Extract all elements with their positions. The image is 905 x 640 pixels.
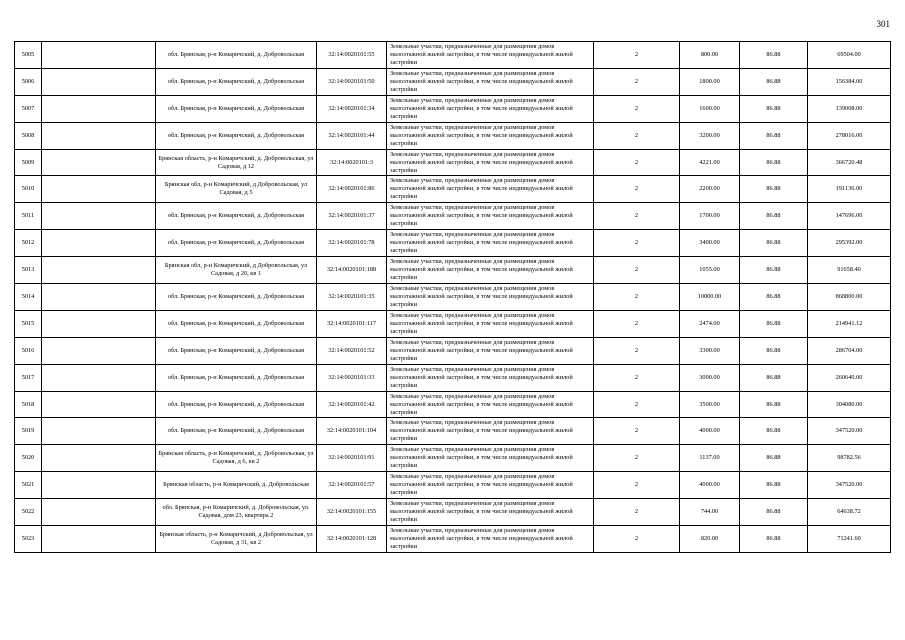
table-row [15, 526, 891, 553]
row-number-cell: 5011 [15, 203, 42, 230]
cadastral-value-cell: 304080.00 [808, 391, 891, 418]
table-row [15, 257, 891, 284]
cadastral-number-cell: 32:14:0020101:155 [317, 499, 387, 526]
empty-cell [42, 526, 156, 553]
specific-value-cell: 86.88 [740, 95, 808, 122]
table-row [15, 68, 891, 95]
address-cell: обл. Брянская, р-н Комаричский, д. Добровольская [156, 310, 317, 337]
table-row [15, 472, 891, 499]
area-cell: 4221.00 [680, 149, 740, 176]
cadastral-number-cell: 32:14:0020101:52 [317, 337, 387, 364]
area-cell: 3200.00 [680, 122, 740, 149]
empty-cell [42, 310, 156, 337]
specific-value-cell: 86.88 [740, 499, 808, 526]
address-cell: обл. Брянская, р-н Комаричский, д. Добровольская, ул. Садовая, дом 23, квартира 2 [156, 499, 317, 526]
area-cell: 820.00 [680, 526, 740, 553]
table-row [15, 391, 891, 418]
specific-value-cell: 86.88 [740, 310, 808, 337]
specific-value-cell: 86.88 [740, 68, 808, 95]
cadastral-number-cell: 32:14:0020101:50 [317, 68, 387, 95]
land-use-cell: Земельные участки, предназначенные для размещения домов малоэтажной жилой застройки, в том числе индивидуальной жилой застройки [387, 526, 594, 553]
cadastral-number-cell: 32:14:0020101:55 [317, 42, 387, 69]
area-cell: 1700.00 [680, 203, 740, 230]
specific-value-cell: 86.88 [740, 337, 808, 364]
cadastral-number-cell: 32:14:0020101:35 [317, 284, 387, 311]
address-cell: обл. Брянская, р-н Комаричский, д. Добровольская [156, 122, 317, 149]
address-cell: обл. Брянская, р-н Комаричский, д. Добровольская [156, 337, 317, 364]
table-row [15, 203, 891, 230]
address-cell: обл. Брянская, р-н Комаричский, д. Добровольская [156, 95, 317, 122]
group-code-cell: 2 [594, 68, 680, 95]
cadastral-value-cell: 139008.00 [808, 95, 891, 122]
area-cell: 3000.00 [680, 364, 740, 391]
group-code-cell: 2 [594, 176, 680, 203]
row-number-cell: 5012 [15, 230, 42, 257]
empty-cell [42, 230, 156, 257]
row-number-cell: 5015 [15, 310, 42, 337]
group-code-cell: 2 [594, 337, 680, 364]
group-code-cell: 2 [594, 526, 680, 553]
specific-value-cell: 86.88 [740, 230, 808, 257]
empty-cell [42, 418, 156, 445]
table-row [15, 284, 891, 311]
cadastral-value-cell: 295392.00 [808, 230, 891, 257]
land-use-cell: Земельные участки, предназначенные для размещения домов малоэтажной жилой застройки, в том числе индивидуальной жилой застройки [387, 418, 594, 445]
cadastral-value-cell: 64638.72 [808, 499, 891, 526]
land-use-cell: Земельные участки, предназначенные для размещения домов малоэтажной жилой застройки, в том числе индивидуальной жилой застройки [387, 445, 594, 472]
address-cell: Брянская область, р-н Комаричский, д Добровольская, ул Садовая, д 31, кв 2 [156, 526, 317, 553]
table-row [15, 337, 891, 364]
row-number-cell: 5019 [15, 418, 42, 445]
address-cell: обл. Брянская, р-н Комаричский, д. Добровольская [156, 203, 317, 230]
row-number-cell: 5013 [15, 257, 42, 284]
area-cell: 1800.00 [680, 68, 740, 95]
area-cell: 2474.00 [680, 310, 740, 337]
table-row [15, 364, 891, 391]
empty-cell [42, 68, 156, 95]
group-code-cell: 2 [594, 149, 680, 176]
empty-cell [42, 176, 156, 203]
cadastral-value-cell: 191136.00 [808, 176, 891, 203]
table-row [15, 122, 891, 149]
specific-value-cell: 86.88 [740, 445, 808, 472]
empty-cell [42, 445, 156, 472]
address-cell: обл. Брянская, р-н Комаричский, д. Добровольская [156, 364, 317, 391]
area-cell: 3500.00 [680, 391, 740, 418]
empty-cell [42, 203, 156, 230]
area-cell: 2200.00 [680, 176, 740, 203]
row-number-cell: 5010 [15, 176, 42, 203]
cadastral-number-cell: 32:14:0020101:86 [317, 176, 387, 203]
row-number-cell: 5005 [15, 42, 42, 69]
land-use-cell: Земельные участки, предназначенные для размещения домов малоэтажной жилой застройки, в том числе индивидуальной жилой застройки [387, 499, 594, 526]
cadastral-value-cell: 156384.00 [808, 68, 891, 95]
group-code-cell: 2 [594, 284, 680, 311]
empty-cell [42, 364, 156, 391]
table-row [15, 149, 891, 176]
land-use-cell: Земельные участки, предназначенные для размещения домов малоэтажной жилой застройки, в том числе индивидуальной жилой застройки [387, 42, 594, 69]
land-use-cell: Земельные участки, предназначенные для размещения домов малоэтажной жилой застройки, в том числе индивидуальной жилой застройки [387, 310, 594, 337]
empty-cell [42, 149, 156, 176]
address-cell: Брянская обл, р-н Комаричский, д Добровольская, ул Садовая, д 20, кв 1 [156, 257, 317, 284]
address-cell: обл. Брянская, р-н Комаричский, д. Добровольская [156, 230, 317, 257]
cadastral-number-cell: 32:14:0020101:117 [317, 310, 387, 337]
group-code-cell: 2 [594, 95, 680, 122]
address-cell: Брянская область, р-н Комаричский, д. Добровольская [156, 472, 317, 499]
land-use-cell: Земельные участки, предназначенные для размещения домов малоэтажной жилой застройки, в том числе индивидуальной жилой застройки [387, 337, 594, 364]
empty-cell [42, 257, 156, 284]
specific-value-cell: 86.88 [740, 284, 808, 311]
group-code-cell: 2 [594, 230, 680, 257]
group-code-cell: 2 [594, 257, 680, 284]
area-cell: 1137.00 [680, 445, 740, 472]
cadastral-number-cell: 32:14:0020101:128 [317, 526, 387, 553]
land-use-cell: Земельные участки, предназначенные для размещения домов малоэтажной жилой застройки, в том числе индивидуальной жилой застройки [387, 472, 594, 499]
area-cell: 1055.00 [680, 257, 740, 284]
row-number-cell: 5017 [15, 364, 42, 391]
page-number: 301 [876, 19, 890, 29]
land-use-cell: Земельные участки, предназначенные для размещения домов малоэтажной жилой застройки, в том числе индивидуальной жилой застройки [387, 149, 594, 176]
group-code-cell: 2 [594, 364, 680, 391]
area-cell: 10000.00 [680, 284, 740, 311]
row-number-cell: 5008 [15, 122, 42, 149]
row-number-cell: 5023 [15, 526, 42, 553]
specific-value-cell: 86.88 [740, 149, 808, 176]
land-use-cell: Земельные участки, предназначенные для размещения домов малоэтажной жилой застройки, в том числе индивидуальной жилой застройки [387, 203, 594, 230]
row-number-cell: 5014 [15, 284, 42, 311]
specific-value-cell: 86.88 [740, 176, 808, 203]
address-cell: Брянская область, р-н Комаричский, д. Добровольская, ул Садовая, д 12 [156, 149, 317, 176]
cadastral-number-cell: 32:14:0020101:37 [317, 203, 387, 230]
address-cell: обл. Брянская, р-н Комаричский, д. Добровольская [156, 391, 317, 418]
row-number-cell: 5021 [15, 472, 42, 499]
specific-value-cell: 86.88 [740, 42, 808, 69]
address-cell: Брянская область, р-н Комаричский, д. Добровольская, ул Садовая, д 6, кв 2 [156, 445, 317, 472]
area-cell: 3300.00 [680, 337, 740, 364]
land-use-cell: Земельные участки, предназначенные для размещения домов малоэтажной жилой застройки, в том числе индивидуальной жилой застройки [387, 122, 594, 149]
empty-cell [42, 337, 156, 364]
cadastral-number-cell: 32:14:0020101:91 [317, 445, 387, 472]
group-code-cell: 2 [594, 472, 680, 499]
table-body [15, 42, 891, 553]
empty-cell [42, 499, 156, 526]
land-use-cell: Земельные участки, предназначенные для размещения домов малоэтажной жилой застройки, в том числе индивидуальной жилой застройки [387, 95, 594, 122]
cadastral-number-cell: 32:14:0020101:33 [317, 364, 387, 391]
specific-value-cell: 86.88 [740, 391, 808, 418]
area-cell: 4000.00 [680, 418, 740, 445]
empty-cell [42, 391, 156, 418]
cadastral-value-cell: 260640.00 [808, 364, 891, 391]
address-cell: Брянская обл, р-н Комаричский, д Добровольская, ул Садовая, д 5 [156, 176, 317, 203]
address-cell: обл. Брянская, р-н Комаричский, д. Добровольская [156, 42, 317, 69]
land-use-cell: Земельные участки, предназначенные для размещения домов малоэтажной жилой застройки, в том числе индивидуальной жилой застройки [387, 68, 594, 95]
table-row [15, 310, 891, 337]
area-cell: 1600.00 [680, 95, 740, 122]
table-row [15, 418, 891, 445]
table-row [15, 445, 891, 472]
group-code-cell: 2 [594, 418, 680, 445]
empty-cell [42, 472, 156, 499]
cadastral-number-cell: 32:14:0020101:57 [317, 472, 387, 499]
row-number-cell: 5007 [15, 95, 42, 122]
table-row [15, 95, 891, 122]
cadastral-value-cell: 71241.60 [808, 526, 891, 553]
specific-value-cell: 86.88 [740, 472, 808, 499]
cadastral-value-cell: 868800.00 [808, 284, 891, 311]
group-code-cell: 2 [594, 499, 680, 526]
row-number-cell: 5018 [15, 391, 42, 418]
empty-cell [42, 122, 156, 149]
empty-cell [42, 42, 156, 69]
address-cell: обл. Брянская, р-н Комаричский, д. Добровольская [156, 418, 317, 445]
area-cell: 3400.00 [680, 230, 740, 257]
cadastral-number-cell: 32:14:0020101:44 [317, 122, 387, 149]
cadastral-number-cell: 32:14:0020101:42 [317, 391, 387, 418]
address-cell: обл. Брянская, р-н Комаричский, д. Добровольская [156, 68, 317, 95]
cadastral-value-cell: 347520.00 [808, 418, 891, 445]
area-cell: 744.00 [680, 499, 740, 526]
land-use-cell: Земельные участки, предназначенные для размещения домов малоэтажной жилой застройки, в том числе индивидуальной жилой застройки [387, 364, 594, 391]
cadastral-value-cell: 98782.56 [808, 445, 891, 472]
row-number-cell: 5009 [15, 149, 42, 176]
land-use-cell: Земельные участки, предназначенные для размещения домов малоэтажной жилой застройки, в том числе индивидуальной жилой застройки [387, 230, 594, 257]
cadastral-number-cell: 32:14:0020101:188 [317, 257, 387, 284]
address-cell: обл. Брянская, р-н Комаричский, д. Добровольская [156, 284, 317, 311]
specific-value-cell: 86.88 [740, 526, 808, 553]
cadastral-number-cell: 32:14:0020101:34 [317, 95, 387, 122]
land-use-cell: Земельные участки, предназначенные для размещения домов малоэтажной жилой застройки, в том числе индивидуальной жилой застройки [387, 284, 594, 311]
specific-value-cell: 86.88 [740, 364, 808, 391]
cadastral-number-cell: 32:14:0020101:3 [317, 149, 387, 176]
table-row [15, 230, 891, 257]
empty-cell [42, 284, 156, 311]
area-cell: 4000.00 [680, 472, 740, 499]
land-use-cell: Земельные участки, предназначенные для размещения домов малоэтажной жилой застройки, в том числе индивидуальной жилой застройки [387, 176, 594, 203]
specific-value-cell: 86.88 [740, 203, 808, 230]
specific-value-cell: 86.88 [740, 122, 808, 149]
group-code-cell: 2 [594, 42, 680, 69]
cadastral-value-cell: 366720.48 [808, 149, 891, 176]
table-row [15, 176, 891, 203]
cadastral-value-cell: 69504.00 [808, 42, 891, 69]
land-plots-table [14, 41, 891, 553]
table-row [15, 42, 891, 69]
specific-value-cell: 86.88 [740, 257, 808, 284]
land-use-cell: Земельные участки, предназначенные для размещения домов малоэтажной жилой застройки, в том числе индивидуальной жилой застройки [387, 391, 594, 418]
group-code-cell: 2 [594, 122, 680, 149]
group-code-cell: 2 [594, 310, 680, 337]
empty-cell [42, 95, 156, 122]
cadastral-value-cell: 347520.00 [808, 472, 891, 499]
row-number-cell: 5022 [15, 499, 42, 526]
row-number-cell: 5016 [15, 337, 42, 364]
land-use-cell: Земельные участки, предназначенные для размещения домов малоэтажной жилой застройки, в том числе индивидуальной жилой застройки [387, 257, 594, 284]
cadastral-value-cell: 278016.00 [808, 122, 891, 149]
cadastral-value-cell: 286704.00 [808, 337, 891, 364]
cadastral-value-cell: 147696.00 [808, 203, 891, 230]
group-code-cell: 2 [594, 391, 680, 418]
cadastral-value-cell: 214941.12 [808, 310, 891, 337]
row-number-cell: 5020 [15, 445, 42, 472]
area-cell: 800.00 [680, 42, 740, 69]
specific-value-cell: 86.88 [740, 418, 808, 445]
cadastral-number-cell: 32:14:0020101:104 [317, 418, 387, 445]
group-code-cell: 2 [594, 203, 680, 230]
row-number-cell: 5006 [15, 68, 42, 95]
cadastral-number-cell: 32:14:0020101:78 [317, 230, 387, 257]
cadastral-value-cell: 91658.40 [808, 257, 891, 284]
group-code-cell: 2 [594, 445, 680, 472]
table-row [15, 499, 891, 526]
